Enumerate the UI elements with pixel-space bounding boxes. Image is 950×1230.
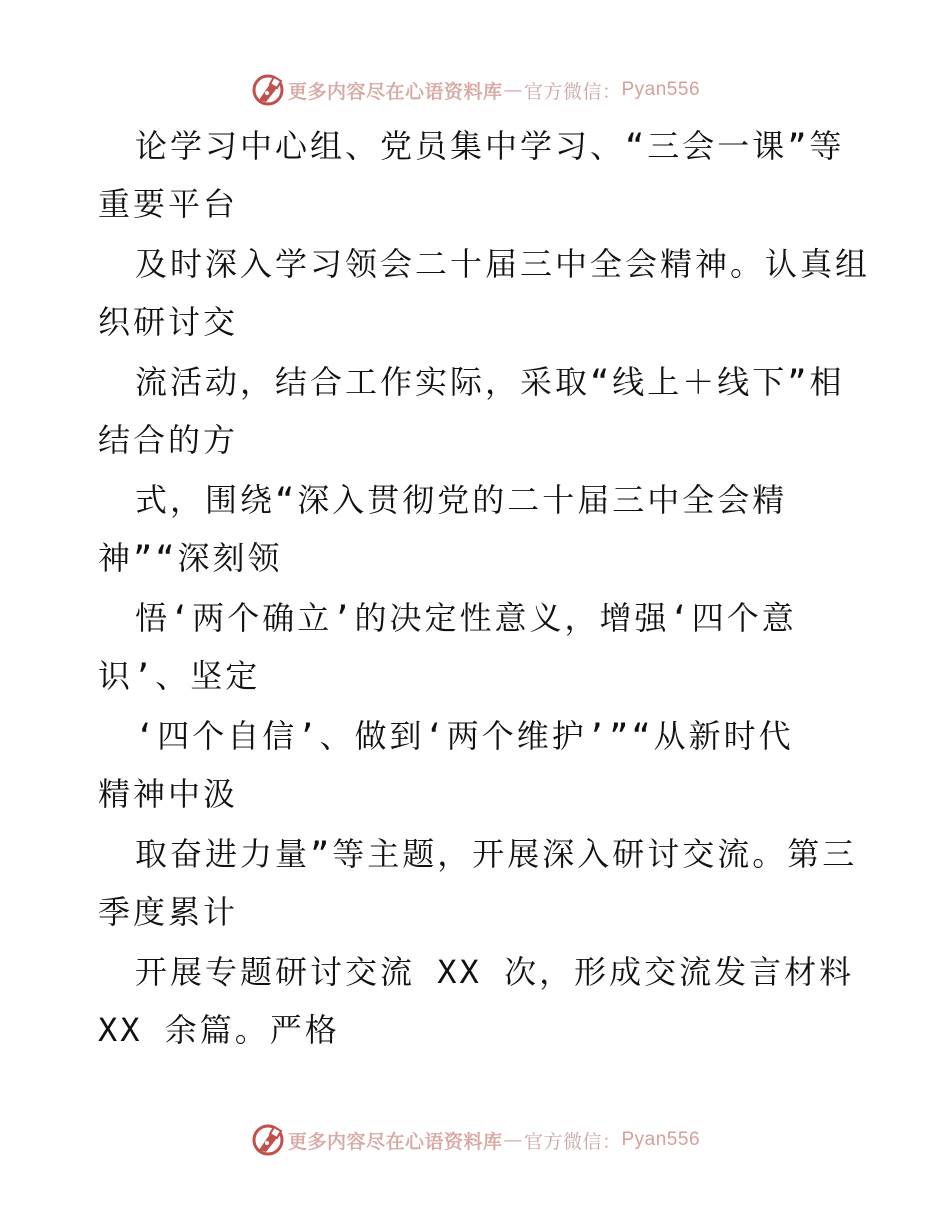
text-line: 及时深入学习领会二十届三中全会精神。认真组: [135, 245, 871, 283]
text-line: 织研讨交: [98, 303, 239, 341]
header-wechat-id: Pyan556: [621, 79, 701, 100]
text-line: ‘四个自信’、做到‘两个维护’”“从新时代: [135, 717, 794, 755]
pen-nib-logo-icon: [250, 1122, 286, 1158]
text-line: 开展专题研讨交流 XX 次，形成交流发言材料: [135, 953, 855, 991]
header-banner-title: 更多内容尽在心语资料库: [287, 80, 503, 103]
pen-nib-logo-icon: [250, 72, 286, 108]
footer-banner: [0, 1120, 950, 1160]
footer-wechat-label: 官方微信：: [523, 1130, 622, 1153]
text-line: 季度累计: [98, 893, 239, 931]
header-banner-separator: —: [503, 79, 523, 101]
text-line: 精神中汲: [98, 775, 239, 813]
text-line: 识’、坚定: [98, 657, 261, 695]
text-line: 结合的方: [98, 421, 239, 459]
text-line: 悟‘两个确立’的决定性意义，增强‘四个意: [135, 599, 797, 637]
text-line: XX 余篇。严格: [98, 1011, 340, 1049]
footer-banner-title: 更多内容尽在心语资料库: [287, 1130, 503, 1153]
text-line: 重要平台: [98, 185, 239, 223]
text-line: 流活动，结合工作实际，采取“线上＋线下”相: [135, 363, 845, 401]
header-banner: [0, 70, 950, 110]
text-line: 论学习中心组、党员集中学习、“三会一课”等: [135, 127, 845, 165]
footer-wechat-id: Pyan556: [621, 1129, 701, 1150]
header-wechat-label: 官方微信：: [523, 80, 622, 103]
text-line: 神”“深刻领: [98, 539, 283, 577]
text-line: 取奋进力量”等主题，开展深入研讨交流。第三: [135, 835, 858, 873]
footer-banner-separator: —: [503, 1129, 523, 1151]
text-line: 式，围绕“深入贯彻党的二十届三中全会精: [135, 481, 788, 519]
